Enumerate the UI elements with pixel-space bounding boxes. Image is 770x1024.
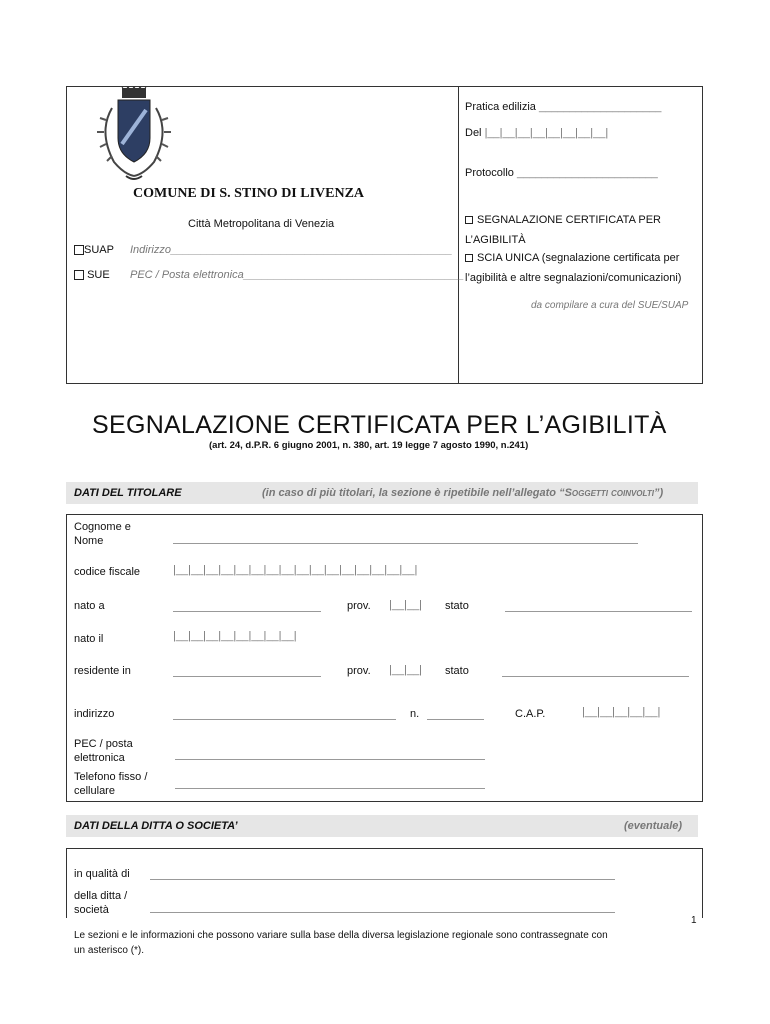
telefono-label xyxy=(74,770,147,798)
stato-input-2[interactable] xyxy=(502,676,689,677)
ditta-label-line1: della ditta / xyxy=(74,890,128,902)
pec-label-line1: PEC / posta xyxy=(74,738,133,750)
section2-title: DATI DELLA DITTA O SOCIETA’ xyxy=(74,820,238,832)
sue-label: SUE xyxy=(87,269,110,281)
suap-checkbox[interactable] xyxy=(74,245,84,255)
stato-input-1[interactable] xyxy=(505,611,692,612)
option-segnalazione-line1: SEGNALAZIONE CERTIFICATA PER xyxy=(477,214,661,226)
footer-note xyxy=(74,928,704,958)
pratica-edilizia-field[interactable] xyxy=(465,101,661,113)
telefono-input[interactable] xyxy=(175,788,485,789)
sue-pec-blank: ____________________________________ xyxy=(243,269,464,281)
codice-fiscale-label: codice fiscale xyxy=(74,566,141,578)
prov-input-2[interactable]: |__|__| xyxy=(389,664,423,676)
header-divider xyxy=(458,86,459,384)
sue-pec-label: PEC / Posta elettronica xyxy=(130,269,244,281)
pec-label-line2: elettronica xyxy=(74,752,125,764)
citta-metropolitana: Città Metropolitana di Venezia xyxy=(188,218,335,230)
protocollo-blank: _______________________ xyxy=(516,167,658,179)
ditta-label xyxy=(74,889,127,917)
pec-label xyxy=(74,737,133,765)
prov-label-1: prov. xyxy=(347,600,371,612)
option-scia-checkbox[interactable] xyxy=(465,254,473,262)
section1-note-suffix: ”) xyxy=(653,487,664,499)
footer-note-line1: Le sezioni e le informazioni che possono variare sulla base della diversa legislazione regionale sono contrassegnate con xyxy=(74,930,608,941)
option-segnalazione-checkbox[interactable] xyxy=(465,216,473,224)
qualita-input[interactable] xyxy=(150,879,615,880)
cap-input[interactable]: |__|__|__|__|__| xyxy=(582,706,661,718)
nato-a-label: nato a xyxy=(74,600,105,612)
prov-input-1[interactable]: |__|__| xyxy=(389,599,423,611)
residente-label: residente in xyxy=(74,665,131,677)
numero-label: n. xyxy=(410,708,420,720)
section1-title: DATI DEL TITOLARE xyxy=(74,487,182,499)
section1-note-prefix: (in caso di più titolari, la sezione è ripetibile nell’allegato “ xyxy=(262,487,565,499)
cap-label: C.A.P. xyxy=(515,708,546,720)
del-blank: |__|__|__|__|__|__|__|__| xyxy=(484,127,609,139)
section1-note-caps: Soggetti coinvolti xyxy=(564,487,654,499)
cognome-nome-label xyxy=(74,520,131,548)
telefono-label-line2: cellulare xyxy=(74,785,115,797)
del-label: Del xyxy=(465,127,482,139)
telefono-label-line1: Telefono fisso / xyxy=(74,771,148,783)
cognome-label-line1: Cognome e xyxy=(74,521,131,533)
qualita-label: in qualità di xyxy=(74,868,130,880)
nato-il-label: nato il xyxy=(74,633,104,645)
pratica-blank: ____________________ xyxy=(538,101,662,113)
protocollo-field[interactable] xyxy=(465,167,658,179)
pratica-label: Pratica edilizia xyxy=(465,101,536,113)
stato-label-1: stato xyxy=(445,600,469,612)
ditta-label-line2: società xyxy=(74,904,109,916)
indirizzo-input[interactable] xyxy=(173,719,396,720)
pec-input[interactable] xyxy=(175,759,485,760)
prov-label-2: prov. xyxy=(347,665,371,677)
suap-indirizzo-blank: ______________________________________________ xyxy=(170,244,453,256)
coat-of-arms-logo xyxy=(92,86,176,188)
document-subtitle: (art. 24, d.P.R. 6 giugno 2001, n. 380, art. 19 legge 7 agosto 1990, n.241) xyxy=(209,440,529,451)
stato-label-2: stato xyxy=(445,665,469,677)
codice-fiscale-input[interactable]: |__|__|__|__|__|__|__|__|__|__|__|__|__|__|__|__| xyxy=(173,564,418,576)
nato-a-input[interactable] xyxy=(173,611,321,612)
footer-note-line2: un asterisco (*). xyxy=(74,945,145,956)
suap-label: SUAP xyxy=(84,244,114,256)
sue-checkbox[interactable] xyxy=(74,270,84,280)
indirizzo-label: indirizzo xyxy=(74,708,115,720)
suap-checkbox-row[interactable] xyxy=(74,244,114,256)
suap-indirizzo-label: Indirizzo xyxy=(130,244,171,256)
option-scia-line1: SCIA UNICA (segnalazione certificata per xyxy=(477,252,680,264)
option-scia-line2: l’agibilità e altre segnalazioni/comunicazioni) xyxy=(465,272,682,284)
compilare-note: da compilare a cura del SUE/SUAP xyxy=(531,300,689,311)
option-segnalazione[interactable] xyxy=(465,210,661,250)
page-number: 1 xyxy=(691,915,697,926)
section2-box xyxy=(66,848,703,918)
document-title: SEGNALAZIONE CERTIFICATA PER L’AGIBILITÀ xyxy=(92,411,667,439)
section2-note: (eventuale) xyxy=(624,820,683,832)
ditta-input[interactable] xyxy=(150,912,615,913)
residente-input[interactable] xyxy=(173,676,321,677)
section1-note xyxy=(262,487,663,499)
option-segnalazione-line2: L’AGIBILITÀ xyxy=(465,234,526,246)
suap-indirizzo-field[interactable] xyxy=(130,244,452,256)
numero-input[interactable] xyxy=(427,719,484,720)
nato-il-input[interactable]: |__|__|__|__|__|__|__|__| xyxy=(173,630,297,642)
sue-pec-field[interactable] xyxy=(130,269,464,281)
protocollo-label: Protocollo xyxy=(465,167,514,179)
cognome-nome-input[interactable] xyxy=(173,543,638,544)
comune-name: COMUNE DI S. STINO DI LIVENZA xyxy=(133,186,365,201)
del-field[interactable] xyxy=(465,127,608,139)
cognome-label-line2: Nome xyxy=(74,535,104,547)
option-scia-unica[interactable] xyxy=(465,248,681,288)
sue-checkbox-row[interactable] xyxy=(74,269,110,281)
